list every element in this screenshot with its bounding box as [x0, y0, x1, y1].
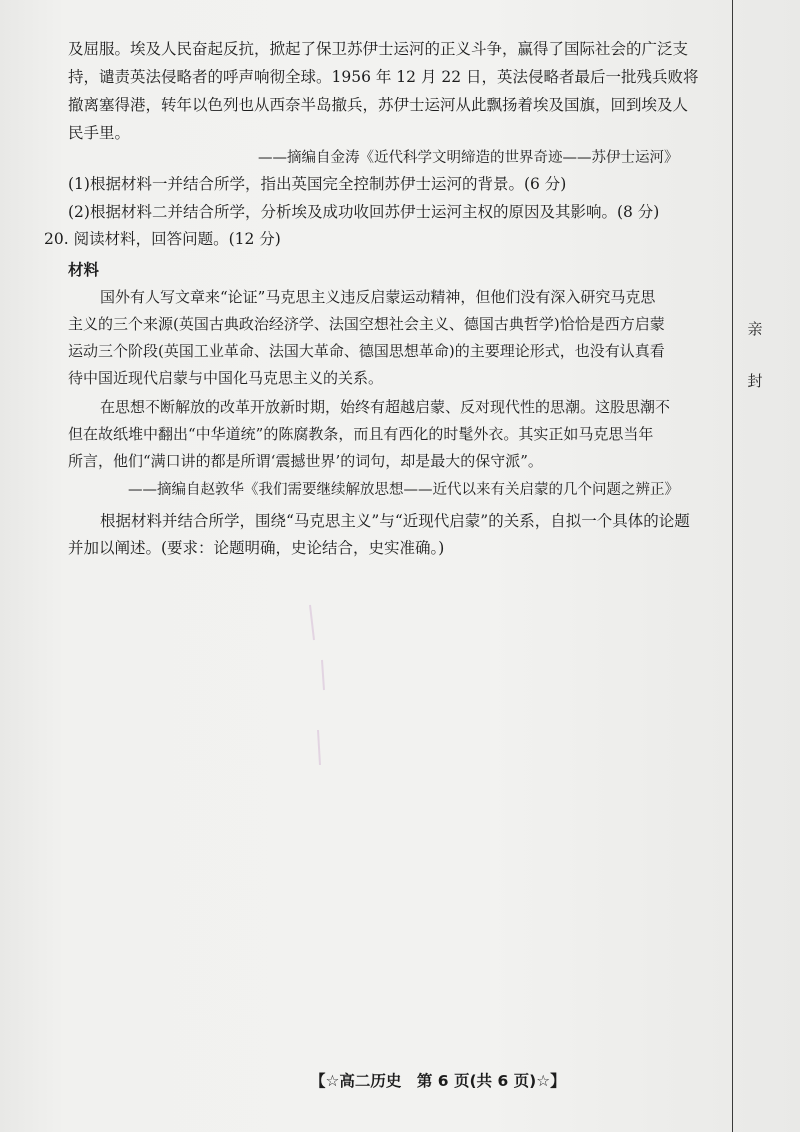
binding-margin-char: 亲	[747, 320, 763, 338]
material-line: 所言，他们“满口讲的都是所谓‘震撼世界’的词句，却是最大的保守派”。	[68, 452, 543, 470]
q20-prompt-line: 根据材料并结合所学，围绕“马克思主义”与“近现代启蒙”的关系，自拟一个具体的论题	[100, 512, 690, 530]
material-line: 国外有人写文章来“论证”马克思主义违反启蒙运动精神，但他们没有深入研究马克思	[100, 288, 656, 306]
q19-subquestion-2: (2)根据材料二并结合所学，分析埃及成功收回苏伊士运河主权的原因及其影响。(8 分)	[68, 203, 660, 221]
passage-source: ——摘编自金涛《近代科学文明缔造的世界奇迹——苏伊士运河》	[258, 150, 679, 166]
material-line: 主义的三个来源(英国古典政治经济学、法国空想社会主义、德国古典哲学)恰恰是西方启蒙	[68, 315, 665, 333]
passage-line: 撤离塞得港，转年以色列也从西奈半岛撤兵，苏伊士运河从此飘扬着埃及国旗，回到埃及人	[68, 96, 689, 114]
q19-subquestion-1: (1)根据材料一并结合所学，指出英国完全控制苏伊士运河的背景。(6 分)	[68, 175, 567, 193]
material-source: ——摘编自赵敦华《我们需要继续解放思想——近代以来有关启蒙的几个问题之辨正》	[128, 482, 679, 498]
material-line: 但在故纸堆中翻出“中华道统”的陈腐教条，而且有西化的时髦外衣。其实正如马克思当年	[68, 425, 654, 443]
passage-line: 及屈服。埃及人民奋起反抗，掀起了保卫苏伊士运河的正义斗争，赢得了国际社会的广泛支	[68, 40, 689, 58]
material-label: 材料	[68, 260, 100, 279]
q20-prompt-line: 并加以阐述。(要求：论题明确，史论结合，史实准确。)	[68, 539, 445, 557]
passage-line: 民手里。	[68, 124, 131, 142]
material-line: 在思想不断解放的改革开放新时期，始终有超越启蒙、反对现代性的思潮。这股思潮不	[100, 398, 671, 416]
material-line: 待中国近现代启蒙与中国化马克思主义的关系。	[68, 369, 384, 387]
page-footer: 【☆高二历史 第 6 页(共 6 页)☆】	[310, 1072, 566, 1090]
binding-margin-line	[732, 0, 733, 1132]
passage-line: 持，谴责英法侵略者的呼声响彻全球。1956 年 12 月 22 日，英法侵略者最后一批残兵败将	[68, 68, 699, 86]
binding-margin-char: 封	[747, 372, 763, 390]
scan-smudge	[300, 600, 340, 770]
material-line: 运动三个阶段(英国工业革命、法国大革命、德国思想革命)的主要理论形式，也没有认真看	[68, 342, 665, 360]
q20-heading: 20. 阅读材料，回答问题。(12 分)	[44, 230, 281, 248]
